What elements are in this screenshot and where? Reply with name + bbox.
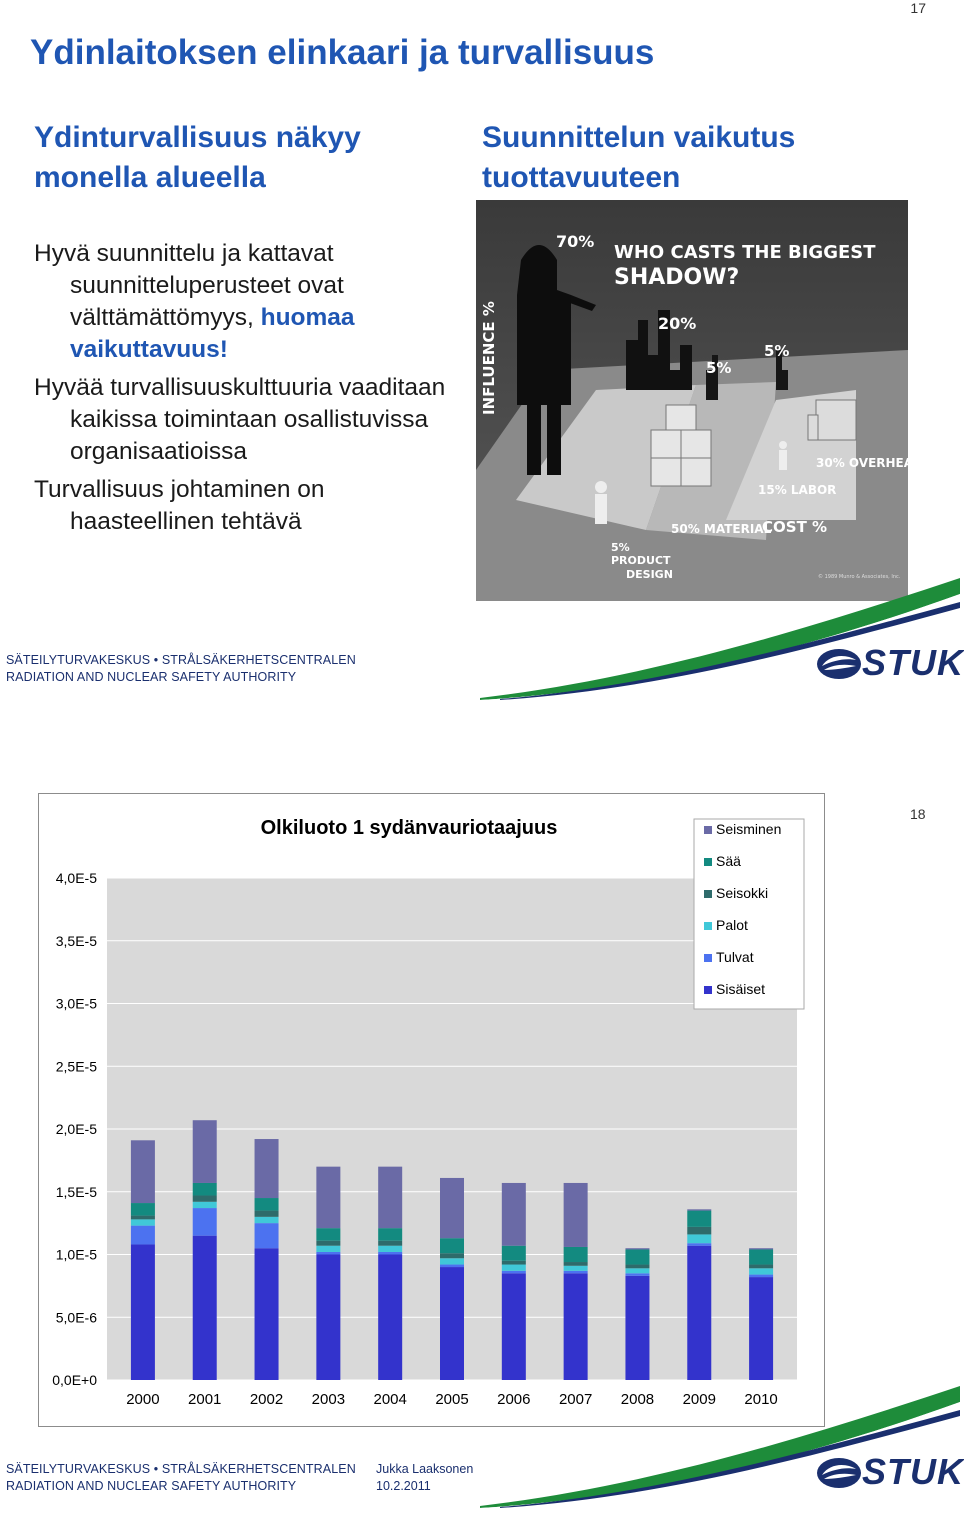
- bar-segment: [502, 1273, 526, 1380]
- page-number: 18: [910, 806, 926, 822]
- legend-swatch: [704, 890, 712, 898]
- bar-segment: [316, 1228, 340, 1241]
- right-heading: [482, 118, 795, 198]
- label-design: DESIGN: [626, 568, 673, 581]
- x-tick-label: 2005: [435, 1391, 469, 1408]
- headline-line2: SHADOW?: [614, 265, 740, 290]
- bar-segment: [625, 1249, 649, 1264]
- bar-segment: [193, 1202, 217, 1208]
- legend-label: Sisäiset: [716, 981, 766, 997]
- legend-swatch: [704, 922, 712, 930]
- bar-segment: [687, 1234, 711, 1243]
- bar-segment: [316, 1167, 340, 1228]
- bar-segment: [440, 1253, 464, 1258]
- legend-label: Seisminen: [716, 821, 782, 837]
- shadow-illustration: [476, 200, 923, 601]
- bar-segment: [378, 1255, 402, 1381]
- bar-segment: [749, 1248, 773, 1249]
- bar-segment: [625, 1268, 649, 1273]
- legend-swatch: [704, 858, 712, 866]
- bar-segment: [440, 1258, 464, 1264]
- bar-segment: [749, 1275, 773, 1278]
- bar-segment: [502, 1246, 526, 1261]
- y-tick-label: 1,0E-5: [55, 1246, 97, 1263]
- stuk-logo-text: STUK: [862, 1451, 964, 1492]
- label-material: 50% MATERIAL: [671, 522, 772, 536]
- bar-segment: [749, 1249, 773, 1264]
- chart-title: Olkiluoto 1 sydänvauriotaajuus: [260, 817, 558, 839]
- bar-segment: [625, 1273, 649, 1276]
- footer-line2: RADIATION AND NUCLEAR SAFETY AUTHORITY: [6, 1479, 297, 1493]
- bar-segment: [564, 1262, 588, 1266]
- legend-label: Tulvat: [716, 949, 754, 965]
- x-tick-label: 2006: [497, 1391, 531, 1408]
- left-heading-line1: Ydinturvallisuus näkyy: [34, 121, 361, 154]
- bar-segment: [255, 1217, 279, 1223]
- bar-segment: [625, 1265, 649, 1269]
- bullet-list: [34, 238, 464, 544]
- bar-segment: [440, 1238, 464, 1253]
- bar-segment: [564, 1273, 588, 1380]
- small-figure-body: [595, 494, 607, 524]
- bar-segment: [502, 1261, 526, 1265]
- footer-org: [6, 1461, 356, 1495]
- author-name: Jukka Laaksonen: [376, 1462, 474, 1476]
- label-5c: 5%: [611, 541, 630, 554]
- bar-segment: [564, 1183, 588, 1247]
- page-number: 17: [910, 0, 926, 16]
- bar-segment: [625, 1248, 649, 1249]
- y-tick-label: 2,5E-5: [55, 1058, 97, 1075]
- legend-swatch: [704, 986, 712, 994]
- right-heading-line2: tuottavuuteen: [482, 161, 681, 194]
- footer-line1: SÄTEILYTURVAKESKUS • STRÅLSÄKERHETSCENTRALEN: [6, 653, 356, 667]
- stacked-bar-chart: [39, 794, 824, 1426]
- bar-segment: [131, 1216, 155, 1220]
- bar-segment: [749, 1277, 773, 1380]
- small-figure-head: [595, 481, 607, 493]
- slide-title: Ydinlaitoksen elinkaari ja turvallisuus: [30, 33, 655, 72]
- bar-segment: [502, 1265, 526, 1271]
- bar-segment: [255, 1223, 279, 1248]
- bullet-item: Turvallisuus johtaminen on haasteellinen tehtävä: [34, 476, 325, 535]
- bar-segment: [378, 1228, 402, 1241]
- stuk-logo: [816, 1451, 964, 1493]
- label-overhead: 30% OVERHEAD: [816, 456, 923, 470]
- small-figure-head: [779, 441, 787, 449]
- label-5a: 5%: [706, 359, 732, 377]
- x-tick-label: 2009: [682, 1391, 716, 1408]
- label-product: PRODUCT: [611, 554, 671, 567]
- bar-segment: [440, 1265, 464, 1268]
- bar-segment: [564, 1271, 588, 1274]
- copyright: © 1989 Munro & Associates, Inc.: [818, 574, 901, 580]
- y-tick-label: 4,0E-5: [55, 870, 97, 886]
- y-tick-label: 1,5E-5: [55, 1183, 97, 1200]
- bar-segment: [255, 1248, 279, 1380]
- y-tick-label: 3,0E-5: [55, 995, 97, 1012]
- footer-line2: RADIATION AND NUCLEAR SAFETY AUTHORITY: [6, 670, 297, 684]
- illustration-svg: [476, 200, 923, 601]
- y-tick-label: 2,0E-5: [55, 1121, 97, 1137]
- legend: [694, 819, 804, 1009]
- stuk-emblem-icon: [816, 644, 862, 684]
- bar-segment: [378, 1241, 402, 1246]
- label-labor: 15% LABOR: [758, 483, 837, 497]
- x-tick-label: 2007: [558, 1391, 593, 1408]
- bar-segment: [749, 1268, 773, 1274]
- left-heading-line2: monella alueella: [34, 161, 266, 194]
- chart-frame: [38, 793, 825, 1427]
- bar-segment: [378, 1252, 402, 1255]
- y-tick-label: 0,0E+0: [52, 1372, 97, 1388]
- bar-segment: [131, 1140, 155, 1203]
- x-tick-label: 2004: [373, 1391, 407, 1408]
- bar-segment: [440, 1178, 464, 1238]
- bullet-text: Hyvä suunnittelu ja kattavat suunnitteluperusteet ovat välttämättömyys,: [34, 240, 344, 331]
- bar-segment: [687, 1243, 711, 1246]
- bar-segment: [687, 1209, 711, 1210]
- x-tick-label: 2003: [311, 1391, 346, 1408]
- bar-segment: [316, 1255, 340, 1381]
- bar-segment: [440, 1267, 464, 1380]
- bar-segment: [625, 1276, 649, 1380]
- bar-segment: [193, 1236, 217, 1380]
- bar-segment: [564, 1247, 588, 1262]
- bar-segment: [316, 1246, 340, 1252]
- label-70: 70%: [556, 232, 595, 251]
- influence-axis-label: INFLUENCE %: [480, 301, 498, 415]
- legend-label: Palot: [716, 917, 748, 933]
- right-heading-line1: Suunnittelun vaikutus: [482, 121, 796, 154]
- footer-line1: SÄTEILYTURVAKESKUS • STRÅLSÄKERHETSCENTRALEN: [6, 1462, 356, 1476]
- legend-swatch: [704, 954, 712, 962]
- legend-swatch: [704, 826, 712, 834]
- bullet-item: Hyvää turvallisuuskulttuuria vaaditaan kaikissa toimintaan osallistuvissa organisaatioissa: [34, 374, 446, 465]
- bar-segment: [687, 1227, 711, 1235]
- x-tick-label: 2010: [744, 1391, 778, 1408]
- bar-segment: [255, 1198, 279, 1211]
- headline-line1: WHO CASTS THE BIGGEST: [614, 242, 876, 263]
- author-block: [376, 1461, 473, 1495]
- y-tick-label: 5,0E-6: [55, 1309, 97, 1326]
- bar-segment: [502, 1183, 526, 1246]
- stuk-logo: [816, 642, 964, 684]
- bullet-item: [34, 238, 464, 366]
- label-cost: COST %: [762, 518, 828, 536]
- bar-segment: [193, 1196, 217, 1202]
- x-tick-label: 2008: [620, 1391, 655, 1408]
- bar-segment: [255, 1211, 279, 1217]
- bar-segment: [255, 1139, 279, 1198]
- legend-label: Sää: [716, 853, 741, 869]
- bar-segment: [316, 1241, 340, 1246]
- y-tick-labels: [52, 870, 97, 1388]
- label-5b: 5%: [764, 342, 790, 360]
- bar-segment: [193, 1120, 217, 1183]
- small-figure-body: [779, 450, 787, 470]
- bar-segment: [316, 1252, 340, 1255]
- bar-segment: [131, 1226, 155, 1245]
- bullet-highlight: huomaa vaikuttavuus!: [70, 304, 355, 363]
- bar-segment: [687, 1211, 711, 1227]
- y-tick-label: 3,5E-5: [55, 932, 97, 949]
- bar-segment: [193, 1208, 217, 1236]
- bar-segment: [131, 1219, 155, 1225]
- bar-segment: [378, 1246, 402, 1252]
- presentation-date: 10.2.2011: [376, 1479, 431, 1493]
- label-20: 20%: [658, 314, 697, 333]
- bar-segment: [502, 1271, 526, 1274]
- bar-segment: [749, 1265, 773, 1269]
- left-heading: [34, 118, 361, 198]
- legend-label: Seisokki: [716, 885, 769, 901]
- bar-segment: [378, 1167, 402, 1228]
- bar-segment: [131, 1244, 155, 1380]
- footer-org: [6, 652, 356, 686]
- bar-segment: [131, 1203, 155, 1216]
- stuk-logo-text: STUK: [862, 642, 964, 683]
- stuk-emblem-icon: [816, 1453, 862, 1493]
- bar-segment: [687, 1246, 711, 1380]
- x-tick-label: 2002: [249, 1391, 284, 1408]
- x-tick-label: 2000: [126, 1391, 160, 1408]
- bar-segment: [193, 1183, 217, 1196]
- x-tick-label: 2001: [188, 1391, 222, 1408]
- bar-segment: [564, 1266, 588, 1271]
